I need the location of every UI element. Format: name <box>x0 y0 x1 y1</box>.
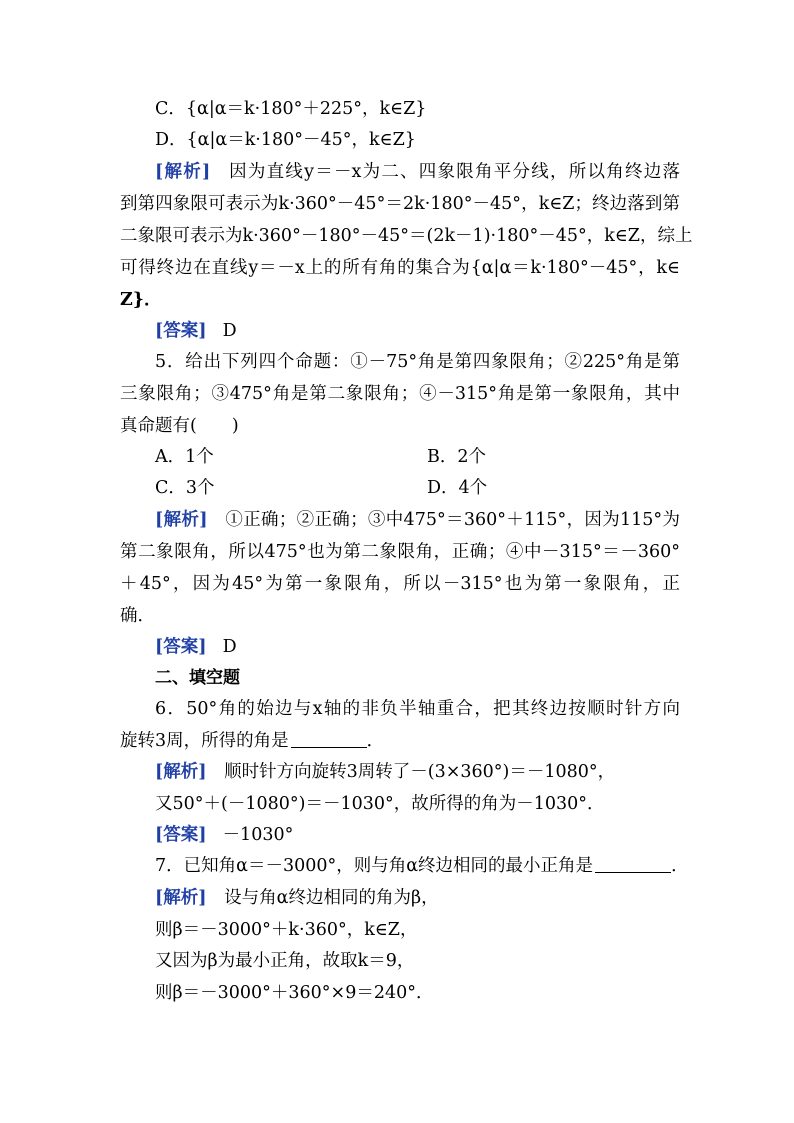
analysis-text: 顺时针方向旋转3周转了－(3×360°)＝－1080°， <box>224 762 616 782</box>
question-6-stem: 旋转3周，所得的角是 <box>120 731 289 751</box>
analysis-tag: [解析] <box>155 762 207 782</box>
answer-tag: [答案] <box>155 637 207 657</box>
question-6-text <box>120 726 680 756</box>
analysis-line: 又50°＋(－1080°)＝－1030°，故所得的角为－1030°． <box>155 794 605 814</box>
question-7-end: ． <box>671 856 689 876</box>
analysis-line: 可得终边在直线y＝－x上的所有角的集合为{α|α＝k·180°－45°，k∈ <box>120 258 680 278</box>
section-title: 二、填空题 <box>155 668 240 688</box>
question-6-end: ． <box>366 731 385 751</box>
analysis-line: 则β＝－3000°＋k·360°，k∈Z， <box>155 920 418 940</box>
option-c-text: C．{α|α＝k·180°＋225°，k∈Z} <box>155 99 427 119</box>
question-6-text: 6．50°角的始边与x轴的非负半轴重合，把其终边按顺时针方向 <box>155 699 680 719</box>
analysis-line <box>155 157 680 187</box>
analysis-line: 二象限可表示为k·360°－180°－45°＝(2k－1)·180°－45°，k∈Z，综上 <box>120 226 693 246</box>
answer-tag: [答案] <box>155 321 207 341</box>
analysis-line <box>155 757 680 787</box>
answer-line <box>155 316 680 346</box>
option-d-text: D．{α|α＝k·180°－45°，k∈Z} <box>155 130 416 150</box>
answer-value: D <box>222 637 237 657</box>
answer-line <box>155 632 680 662</box>
analysis-line: ＋45°，因为45°为第一象限角，所以－315°也为第一象限角，正 <box>120 574 680 594</box>
option-d: D．4个 <box>427 478 488 498</box>
option-c: C．3个 <box>155 478 215 498</box>
options-row <box>155 473 680 503</box>
analysis-line: 则β＝－3000°＋360°×9＝240°． <box>155 983 434 1003</box>
analysis-line: 第二象限角，所以475°也为第二象限角，正确；④中－315°＝－360° <box>120 542 680 562</box>
options-row <box>155 442 680 472</box>
question-5-text: 5．给出下列四个命题：①－75°角是第四象限角；②225°角是第 <box>155 352 680 372</box>
analysis-text: ①正确；②正确；③中475°＝360°＋115°，因为115°为 <box>225 510 681 530</box>
question-7-stem: 7．已知角α＝－3000°，则与角α终边相同的最小正角是 <box>155 856 594 876</box>
analysis-line: 确． <box>120 606 155 626</box>
answer-value: －1030° <box>222 825 294 845</box>
answer-value: D <box>222 321 237 341</box>
option-a: A．1个 <box>155 447 214 467</box>
analysis-line <box>155 505 680 535</box>
question-5-text: 真命题有( ) <box>120 416 239 436</box>
analysis-line <box>155 883 680 913</box>
question-7-text <box>155 851 689 881</box>
analysis-line: Z}． <box>120 290 162 310</box>
analysis-text: 设与角α终边相同的角为β， <box>224 888 439 908</box>
analysis-tag: [解析] <box>155 510 208 530</box>
question-5-text: 三象限角；③475°角是第二象限角；④－315°角是第一象限角，其中 <box>120 384 680 404</box>
analysis-line: 到第四象限可表示为k·360°－45°＝2k·180°－45°，k∈Z；终边落到第 <box>120 194 680 214</box>
analysis-tag: [解析] <box>155 888 207 908</box>
analysis-text: 因为直线y＝－x为二、四象限角平分线，所以角终边落 <box>229 162 680 182</box>
answer-line <box>155 820 680 850</box>
analysis-line: 又因为β为最小正角，故取k＝9， <box>155 951 415 971</box>
answer-blank <box>291 729 367 748</box>
option-b: B．2个 <box>427 447 486 467</box>
answer-tag: [答案] <box>155 825 207 845</box>
analysis-tag: [解析] <box>155 162 211 182</box>
section-heading <box>155 663 680 693</box>
answer-blank <box>595 854 671 873</box>
